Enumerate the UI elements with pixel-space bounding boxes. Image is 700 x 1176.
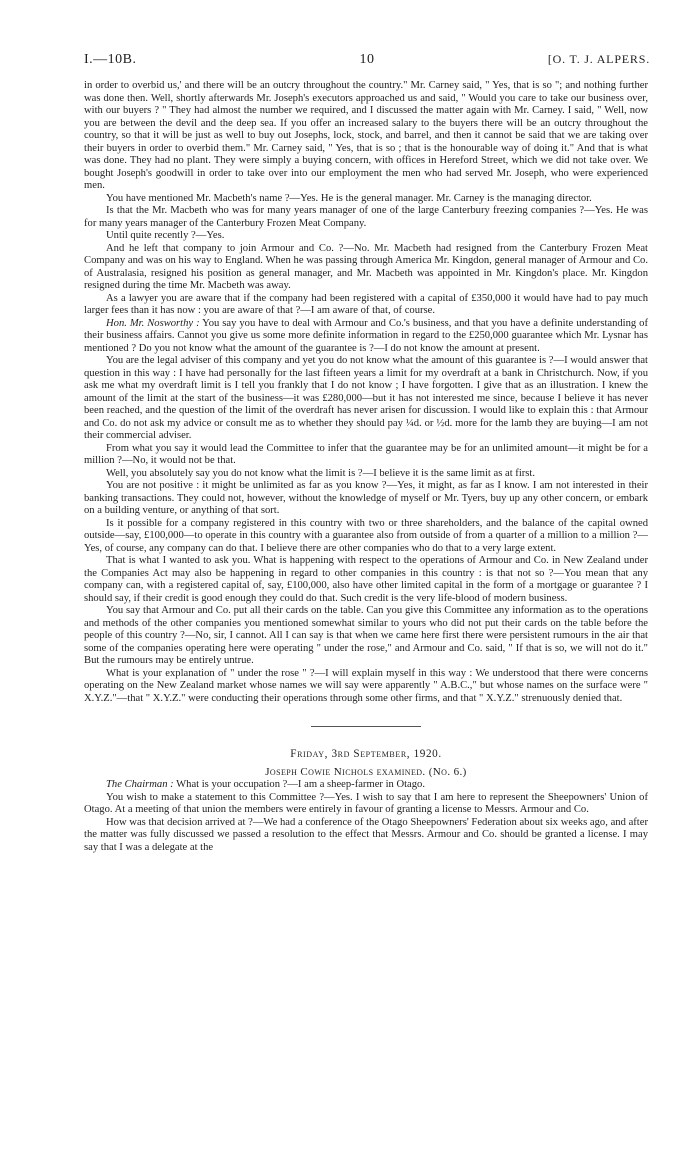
paragraph-12: Is it possible for a company registered in this country with two or three shareholders, and the balance of the capital owned outside—say, £100,000—to operate in this country with a guarantee also from outside of from a quarter of a million to a million ?—Yes, of course, any company can do that. I believe there are other companies who do that to a very large extent. bbox=[84, 517, 648, 554]
paragraph-10: Well, you absolutely say you do not know what the limit is ?—I believe it is the same limit as at first. bbox=[106, 467, 536, 479]
page-number: 10 bbox=[359, 52, 375, 67]
page-header bbox=[84, 52, 650, 72]
paragraph-11: You are not positive : it might be unlimited as far as you know ?—Yes, it might, as far as I know. I am not interested in their banking transactions. They could not, however, without the knowledge of myself or Mr. Tyers, buy up any other concern, or embark on a building venture, or anything of that sort. bbox=[84, 480, 648, 516]
paragraph-15: What is your explanation of " under the rose " ?—I will explain myself in this way : We understood that there were concerns operating on the New Zealand market whose names we will say were apparently " A.B.C.," but whose names on the surface were " X.Y.Z."—that " X.Y.Z." were conducting their operations through some other firms, and that " X.Y.Z." strenuously denied that. bbox=[84, 667, 648, 704]
paragraph-4: Until quite recently ?—Yes. bbox=[106, 230, 225, 241]
paragraph-13: That is what I wanted to ask you. What is happening with respect to the operations of Armour and Co. in New Zealand under the Companies Act may also be happening in regard to other companies in this country : is that not so ?—You mean that any company can, with a registered capital of, say, £100,000, also have other limited capital in the form of a mortgage or guarantee ? I should say, if their credit is good enough they could do that. Such credit is the very life-blood of modern business. bbox=[84, 555, 648, 604]
paragraph-7 bbox=[84, 318, 648, 356]
paragraph-14: You say that Armour and Co. put all their cards on the table. Can you give this Committee any information as to the operations and methods of the other companies you mentioned somewhat similar to yours who did not put their cards on the table before the people of this country ?—No, sir, I cannot. All I can say is that when we came here first there were persistent rumours in the air that some of the companies operating here were operating " under the rose," and Armour and Co. said, " If that is so, we will not do it." But the rumours may be entirely untrue. bbox=[84, 605, 648, 666]
paragraph-5: And he left that company to join Armour and Co. ?—No. Mr. Macbeth had resigned from the Canterbury Frozen Meat Company and was on his way to England. When he was passing through America Mr. Kingdon, general manager of Armour and Co. of Australasia, resigned his position as general manager, and Mr. Macbeth was appointed in Mr. Kingdon's place. Mr. Kingdon resigned during the time Mr. Macbeth was away. bbox=[84, 242, 648, 291]
paragraph-3: Is that the Mr. Macbeth who was for many years manager of one of the large Canterbury freezing companies ?—Yes. He was for many years manager of the Canterbury Frozen Meat Company. bbox=[84, 205, 648, 229]
witness-reference: [O. T. J. ALPERS. bbox=[547, 52, 650, 66]
paragraph-8: You are the legal adviser of this company and yet you do not know what the amount of this guarantee is ?—I would answer that question in this way : I have had personally for the last fifteen years a limit for my overdraft at a bank in Christchurch. Now, if you ask me what my overdraft limit is I tell you frankly that I do not know ; I have forgotten. I give that as an illustration. I knew the amount of the limit at the start of the business—it was £280,000—but it has not interested me since, because I believe it has never been reached, and the question of the limit of the overdraft has never arisen for discussion. I would like to explain this : that Armour and Co. do not ask my advice or consult me as to whether they should pay ¼d. or ½d. more for the lamb they are buying—I am not their commercial adviser. bbox=[84, 355, 648, 441]
paragraph-2: You have mentioned Mr. Macbeth's name ?—Yes. He is the general manager. Mr. Carney is the managing director. bbox=[106, 192, 592, 204]
page-body bbox=[84, 80, 648, 854]
paper-reference: I.—10B. bbox=[84, 52, 137, 67]
paragraph-18: How was that decision arrived at ?—We had a conference of the Otago Sheepowners' Federation about six weeks ago, and after the matter was fully discussed we passed a resolution to the effect that Messrs. Armour and Co. should be granted a license. I may say that I was a delegate at the bbox=[84, 816, 648, 853]
paragraph-17: You wish to make a statement to this Committee ?—Yes. I wish to say that I am here to represent the Sheepowners' Union of Otago. At a meeting of that union the members were entirely in favour of granting a license to Messrs. Armour and Co. bbox=[84, 791, 648, 815]
date-heading: Friday, 3rd September, 1920. bbox=[290, 748, 442, 760]
speaker-label: Hon. Mr. Nosworthy : bbox=[106, 317, 200, 329]
paragraph-1: in order to overbid us,' and there will be an outcry throughout the country." Mr. Carney said, " Yes, that is so "; and nothing further was done then. Well, shortly afterwards Mr. Joseph's executors approached us and said, " Would you care to take our business over, with our buyers ? " They had almost the number we required, and I discussed the matter again with Mr. Carney. I said, " Well, now you are between the devil and the deep sea. If you offer an increased salary to the buyers there will be an outcry throughout the country, so that it will be just as well to buy out Josephs, lock, stock, and barrel, and then it cannot be said that we are taking over their buyers in order to overbid them." Mr. Carney said, " Yes, that is so ; that is the honourable way of doing it." And that is what was done. They had no plant. They were simply a buying concern, with offices in Hereford Street, which we did not take over. We bought Joseph's goodwill in order to take over into our employment the men who had served Mr. Joseph, who were experienced men. bbox=[84, 80, 648, 191]
paragraph-6: As a lawyer you are aware that if the company had been registered with a capital of £350,000 it would have had to pay much larger fees than it has now : you are aware of that ?—I am aware of that, of course. bbox=[84, 292, 648, 316]
paragraph-16 bbox=[84, 779, 648, 792]
paragraph-16-text: What is your occupation ?—I am a sheep-farmer in Otago. bbox=[173, 779, 426, 790]
paragraph-7-text: You say you have to deal with Armour and Co.'s business, and that you have a definite understanding of their business affairs. Cannot you give us some more definite information in regard to the £250,000 guarantee which Mr. Lysnar has mentioned ? Do you not know what the amount of the guarantee is ?—I do not know the amount at present. bbox=[84, 317, 648, 354]
section-divider bbox=[311, 726, 421, 727]
paragraph-9: From what you say it would lead the Committee to infer that the guarantee may be for an unlimited amount—it might be for a million ?—No, it would not be that. bbox=[84, 442, 648, 466]
chairman-label: The Chairman : bbox=[106, 779, 174, 790]
witness-heading: Joseph Cowie Nichols examined. (No. 6.) bbox=[265, 765, 467, 778]
